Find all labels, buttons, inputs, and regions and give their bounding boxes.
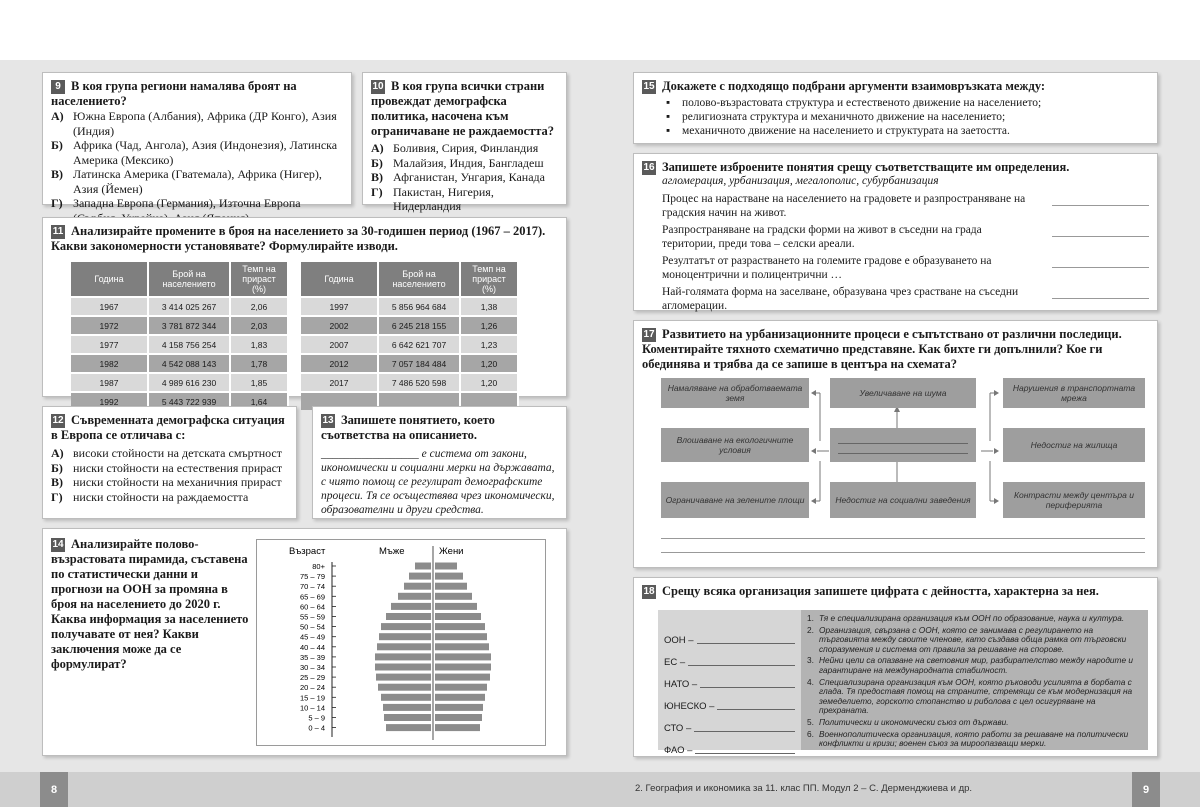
option-text: Малайзия, Индия, Бангладеш	[393, 155, 544, 170]
age-label: 45 – 49	[299, 632, 325, 642]
question-number: 15	[643, 81, 655, 92]
scheme-box-farmland: Намаляване на обработваемата земя	[661, 378, 809, 408]
activity-item	[807, 626, 1142, 655]
female-bar	[435, 694, 485, 701]
option-text: Боливия, Сирия, Финландия	[393, 141, 539, 155]
organization-row[interactable]	[664, 624, 795, 646]
age-label: 80+	[312, 562, 325, 571]
bullet-item	[666, 124, 1149, 138]
question-number: 12	[52, 415, 64, 426]
scheme-box-noise: Увеличаване на шума	[830, 378, 976, 408]
answer-option[interactable]	[51, 475, 288, 490]
answer-options	[371, 141, 558, 214]
question-text: Запишете понятието, което съответства на описанието.	[321, 413, 495, 442]
activity-text: Тя е специализирана организация към ООН по образование, наука и култура.	[819, 613, 1125, 623]
bullet-list	[642, 96, 1149, 138]
female-bar	[435, 664, 491, 671]
terms-list: агломерация, урбанизация, мегалополис, субурбанизация	[662, 175, 939, 187]
option-text: Западна Европа (Германия), Източна Европа	[73, 196, 301, 210]
activity-text: Политически и икономически съюз от държави.	[819, 716, 1009, 727]
table-cell: 1,38	[461, 298, 519, 315]
population-table-left	[71, 260, 289, 412]
table-cell: 5 443 722 939	[149, 393, 231, 410]
activity-item	[807, 656, 1142, 675]
male-bar	[379, 633, 431, 640]
male-bar	[377, 643, 431, 650]
option-letter: Г)	[51, 196, 63, 210]
age-label: 50 – 54	[299, 622, 325, 632]
age-label: 20 – 24	[299, 683, 325, 693]
male-bar	[415, 563, 431, 570]
organization-name: ЮНЕСКО –	[664, 701, 715, 712]
answer-option[interactable]	[51, 490, 288, 505]
table-row	[71, 336, 289, 353]
female-bar	[435, 623, 485, 630]
question-text: Срещу всяка организация запишете цифрата с дейността, характерна за нея.	[662, 584, 1099, 598]
age-label: 5 – 9	[308, 713, 325, 723]
table-cell: 1977	[71, 336, 149, 353]
table-header: Темп на прираст (%)	[461, 262, 519, 296]
table-cell: 1,85	[231, 374, 289, 391]
male-bar	[391, 603, 431, 610]
male-bar	[404, 583, 431, 590]
table-cell: 7 057 184 484	[379, 355, 461, 372]
age-label: 65 – 69	[299, 592, 325, 602]
organization-row[interactable]	[664, 734, 795, 756]
organization-name: СТО –	[664, 723, 692, 734]
activity-text: Специализирана организация към ООН, която ръководи усилията в борбата с глада. Тя предоставя помощ на страните, стремящи се към модернизация на земеделието, горското стопанство и риболова с цел осигуряване на прехраната.	[819, 676, 1133, 716]
male-bar	[375, 653, 431, 660]
bullet-icon: ▪	[666, 111, 671, 123]
activity-text: Военнополитическа организация, която работи за решаване на политически конфликти и кризи; военен съюз за мироопазващи мерки.	[819, 728, 1129, 749]
option-letter: А)	[51, 446, 64, 460]
male-bar	[386, 613, 431, 620]
option-letter: В)	[51, 167, 63, 181]
answer-line[interactable]	[694, 731, 795, 732]
scheme-box-transport: Нарушения в транспортната мрежа	[1003, 378, 1145, 408]
table-cell: 1,20	[461, 374, 519, 391]
question-number: 17	[643, 329, 655, 340]
pyramid-male-header: Мъже	[379, 546, 405, 557]
organization-row[interactable]	[664, 668, 795, 690]
option-text: Афганистан, Унгария, Канада	[393, 170, 545, 184]
question-text: Запишете изброените понятия срещу съответстващите им определения.	[662, 160, 1070, 174]
bullet-text: полово-възрастовата структура и естественото движение на населението;	[682, 97, 1042, 109]
option-letter: Б)	[371, 155, 383, 170]
table-cell: 4 542 088 143	[149, 355, 231, 372]
question-text: Докажете с подходящо подбрани аргументи взаимовръзката между:	[662, 79, 1046, 93]
answer-line[interactable]	[697, 643, 795, 644]
female-bar	[435, 563, 457, 570]
option-text: Южна Европа (Албания), Африка (ДР Конго), Азия (Индия)	[73, 109, 337, 138]
activity-list	[801, 610, 1148, 750]
organization-list	[658, 610, 801, 756]
male-bar	[386, 724, 431, 731]
table-cell: 1,78	[231, 355, 289, 372]
answer-line[interactable]	[700, 687, 795, 688]
answer-option[interactable]	[371, 185, 558, 214]
footer-credit: 2. География и икономика за 11. клас ПП. Модул 2 – С. Дерменджиева и др.	[635, 783, 973, 794]
female-bar	[435, 714, 482, 721]
answer-blank[interactable]: _________________	[321, 448, 419, 460]
organization-row[interactable]	[664, 690, 795, 712]
option-letter: А)	[371, 141, 384, 155]
page-number-right: 9	[1132, 772, 1160, 807]
age-label: 55 – 59	[299, 612, 325, 622]
definition-row	[662, 192, 1149, 220]
option-text: Латинска Америка (Гватемала), Африка (Нигер), Азия (Йемен)	[73, 167, 322, 196]
definitions	[642, 192, 1149, 313]
activity-item	[807, 678, 1142, 716]
bullet-icon: ▪	[666, 97, 671, 109]
question-text: В коя група всички страни провеждат демографска политика, насочена към ограничаване не раждаемостта?	[371, 79, 555, 138]
question-text: Развитието на урбанизационните процеси е съпътствано от различни последици. Коментирайте тяхното схематично представяне. Как бихте ги допълнили? Кое ги обединява и трябва да се запише в центъра на схемата?	[642, 327, 1122, 371]
age-label: 70 – 74	[299, 582, 325, 592]
activity-number: 3.	[807, 655, 814, 666]
answer-option[interactable]	[51, 461, 288, 476]
answer-line[interactable]	[1052, 254, 1149, 268]
table-row	[301, 317, 519, 334]
table-cell: 6 245 218 155	[379, 317, 461, 334]
bullet-text: механичното движение на населението и структурата на заетостта.	[682, 125, 1010, 137]
option-text: ниски стойности на механичния прираст	[73, 475, 282, 489]
definition-text: Разпространяване на градски форми на живот в съседни на града територии, преди това – селски ареали.	[662, 224, 982, 250]
question-text: Анализирайте полово-възрастовата пирамида, съставена по статистически данни и прогнози на ООН за промяна в броя на населението до 2020 г. Каква информация за населението получавате от нея? Какви заключения може да се формулират?	[51, 537, 249, 671]
answer-option[interactable]	[51, 446, 288, 461]
definition-text: Най-голямата форма на заселване, образувана чрез срастване на съседни агломерации.	[662, 286, 1019, 312]
activity-item	[807, 614, 1142, 624]
organization-name: НАТО –	[664, 679, 698, 690]
question-number: 18	[643, 586, 655, 597]
option-text: ниски стойности на естествения прираст	[73, 460, 283, 475]
question-text: В коя група региони намалява броят на населението?	[51, 79, 297, 108]
table-cell: 4 989 616 230	[149, 374, 231, 391]
age-label: 40 – 44	[299, 642, 325, 652]
definition-row	[662, 285, 1149, 313]
table-cell: 2017	[301, 374, 379, 391]
male-bar	[381, 623, 431, 630]
table-cell: 1,20	[461, 355, 519, 372]
table-cell: 2002	[301, 317, 379, 334]
age-label: 15 – 19	[299, 693, 325, 703]
table-header: Брой на населението	[379, 262, 461, 296]
female-bar	[435, 633, 487, 640]
answer-line[interactable]	[1052, 223, 1149, 237]
female-bar	[435, 674, 490, 681]
population-pyramid	[256, 539, 546, 746]
definition-row	[662, 254, 1149, 282]
activity-text: Нейни цели са опазване на световния мир, разбирателство между народите и гарантиране на международната стабилност.	[819, 655, 1133, 675]
age-label: 25 – 29	[299, 673, 325, 683]
answer-option[interactable]	[371, 170, 558, 185]
age-label: 75 – 79	[299, 572, 325, 582]
age-label: 30 – 34	[299, 663, 325, 672]
activity-number: 5.	[807, 716, 814, 727]
table-cell: 1982	[71, 355, 149, 372]
page-number-left: 8	[40, 772, 68, 807]
female-bar	[435, 593, 472, 600]
scheme-box-housing: Недостиг на жилища	[1003, 428, 1145, 462]
table-cell: 3 781 872 344	[149, 317, 231, 334]
table-cell: 1,26	[461, 317, 519, 334]
option-text: високи стойности на детската смъртност	[73, 446, 282, 460]
answer-line[interactable]	[1052, 192, 1149, 206]
answer-options	[51, 109, 343, 225]
male-bar	[376, 674, 431, 681]
table-header: Брой на населението	[149, 262, 231, 296]
table-cell: 2,03	[231, 317, 289, 334]
answer-line[interactable]	[695, 753, 795, 754]
option-letter: Б)	[51, 138, 63, 152]
question-10-card	[362, 72, 567, 213]
question-14-card	[42, 528, 567, 756]
male-bar	[383, 704, 431, 711]
table-cell: 5 856 964 684	[379, 298, 461, 315]
table-cell: 1,23	[461, 336, 519, 353]
scheme-center-blank[interactable]	[830, 428, 976, 462]
option-letter: Б)	[51, 460, 63, 475]
activity-item	[807, 730, 1142, 749]
pyramid-chart	[257, 540, 547, 747]
table-row	[301, 298, 519, 315]
answer-line[interactable]	[688, 665, 795, 666]
table-cell: 2007	[301, 336, 379, 353]
population-table-right	[301, 260, 519, 412]
question-12-card	[42, 406, 297, 519]
question-number: 13	[322, 415, 334, 426]
table-cell: 1972	[71, 317, 149, 334]
table-cell: 1967	[71, 298, 149, 315]
scheme-box-contrasts: Контрасти между центъра и периферията	[1003, 482, 1145, 518]
table-cell: 1987	[71, 374, 149, 391]
table-row	[301, 355, 519, 372]
table-cell: 3 414 025 267	[149, 298, 231, 315]
option-text: ниски стойности на раждаемостта	[73, 489, 249, 504]
question-number: 9	[51, 80, 65, 94]
option-letter: В)	[371, 170, 383, 184]
table-cell: 2012	[301, 355, 379, 372]
definition-text: е система от закони, икономически и социални мерки на държавата, с чиято помощ се регулират демографските процеси. Тя се осъществява чрез икономически, образователни и други средства.	[321, 448, 555, 516]
organization-name: ЕС –	[664, 657, 686, 668]
pyramid-age-header: Възраст	[289, 546, 326, 557]
table-header: Година	[301, 262, 379, 296]
question-16-card	[633, 153, 1158, 311]
organization-name: ФАО –	[664, 745, 693, 756]
table-cell: 4 158 756 254	[149, 336, 231, 353]
female-bar	[435, 653, 491, 660]
answer-line[interactable]	[717, 709, 795, 710]
table-cell: 1997	[301, 298, 379, 315]
table-row	[71, 355, 289, 372]
female-bar	[435, 613, 481, 620]
definition-text: Процес на нарастване на населението на градовете и разпространяване на градския начин на живот.	[662, 193, 1026, 219]
table-row	[71, 374, 289, 391]
activity-text: Организация, свързана с ООН, която се занимава с регулирането на търговията между своите членове, като създава обща рамка от търговски споразумения и система от правила за решаване на спорове.	[819, 624, 1127, 654]
answer-lines[interactable]	[661, 531, 1145, 553]
table-cell: 7 486 520 598	[379, 374, 461, 391]
table-row	[301, 336, 519, 353]
option-letter: Г)	[51, 489, 63, 504]
answer-option[interactable]	[51, 167, 343, 196]
definition-row	[662, 223, 1149, 251]
question-15-card	[633, 72, 1158, 144]
female-bar	[435, 583, 467, 590]
male-bar	[381, 694, 431, 701]
organization-row[interactable]	[664, 646, 795, 668]
scheme-box-green-areas: Ограничаване на зелените площи	[661, 482, 809, 518]
activity-item	[807, 718, 1142, 728]
table-header: Година	[71, 262, 149, 296]
activity-number: 1.	[807, 613, 814, 623]
definition-text: Резултатът от разрастването на големите градове е образуването на моноцентрични и полицентрични …	[662, 255, 992, 281]
question-text: Съвременната демографска ситуация в Европа се отличава с:	[51, 413, 285, 442]
option-text: Пакистан, Нигерия, Нидерландия	[393, 184, 494, 213]
answer-line[interactable]	[1052, 285, 1149, 299]
question-text: Анализирайте промените в броя на населението за 30-годишен период (1967 – 2017). Какви закономерности установявате? Формулирайте изводи.	[51, 224, 546, 253]
bullet-item	[666, 96, 1149, 110]
scheme-box-ecology: Влошаване на екологичните условия	[661, 428, 809, 462]
question-number: 10	[372, 81, 384, 92]
organization-row[interactable]	[664, 712, 795, 734]
answer-option[interactable]	[371, 141, 558, 156]
question-17-card	[633, 320, 1158, 568]
bullet-text: религиозната структура и механичното движение на населението;	[682, 111, 1006, 123]
question-11-card	[42, 217, 567, 407]
activity-number: 4.	[807, 676, 814, 687]
male-bar	[409, 573, 431, 580]
age-label: 35 – 39	[299, 652, 325, 662]
table-cell: 1,64	[231, 393, 289, 410]
male-bar	[375, 664, 431, 671]
pyramid-female-header: Жени	[439, 546, 464, 557]
female-bar	[435, 684, 487, 691]
activity-number: 6.	[807, 728, 814, 739]
table-row	[301, 374, 519, 391]
bullet-item	[666, 110, 1149, 124]
table-cell: 1992	[71, 393, 149, 410]
question-number: 11	[52, 226, 64, 237]
table-cell: 2,06	[231, 298, 289, 315]
age-label: 10 – 14	[299, 703, 325, 713]
female-bar	[435, 704, 483, 711]
footer-bar-left	[0, 772, 600, 807]
female-bar	[435, 643, 489, 650]
question-13-card	[312, 406, 567, 519]
male-bar	[398, 593, 431, 600]
question-18-card	[633, 577, 1158, 757]
option-letter: Г)	[371, 184, 383, 199]
activity-number: 2.	[807, 624, 814, 635]
male-bar	[384, 714, 431, 721]
option-text: Африка (Чад, Ангола), Азия (Индонезия), Латинска Америка (Мексико)	[73, 138, 338, 167]
option-letter: А)	[51, 109, 64, 123]
answer-option[interactable]	[51, 138, 343, 167]
male-bar	[378, 684, 431, 691]
top-margin	[0, 0, 1200, 60]
table-row	[71, 298, 289, 315]
answer-option[interactable]	[51, 109, 343, 138]
question-number: 16	[643, 162, 655, 173]
female-bar	[435, 724, 480, 731]
answer-options	[51, 446, 288, 504]
table-cell: 6 642 621 707	[379, 336, 461, 353]
female-bar	[435, 603, 477, 610]
scheme-box-social: Недостиг на социални заведения	[830, 482, 976, 518]
table-row	[71, 317, 289, 334]
organization-name: ООН –	[664, 635, 694, 646]
question-number: 14	[52, 539, 64, 550]
age-label: 0 – 4	[308, 723, 325, 733]
table-header: Темп на прираст (%)	[231, 262, 289, 296]
age-label: 60 – 64	[299, 602, 325, 612]
table-cell: 1,83	[231, 336, 289, 353]
bullet-icon: ▪	[666, 125, 671, 137]
female-bar	[435, 573, 463, 580]
option-letter: В)	[51, 475, 63, 489]
question-9-card	[42, 72, 352, 210]
answer-option[interactable]	[371, 156, 558, 171]
